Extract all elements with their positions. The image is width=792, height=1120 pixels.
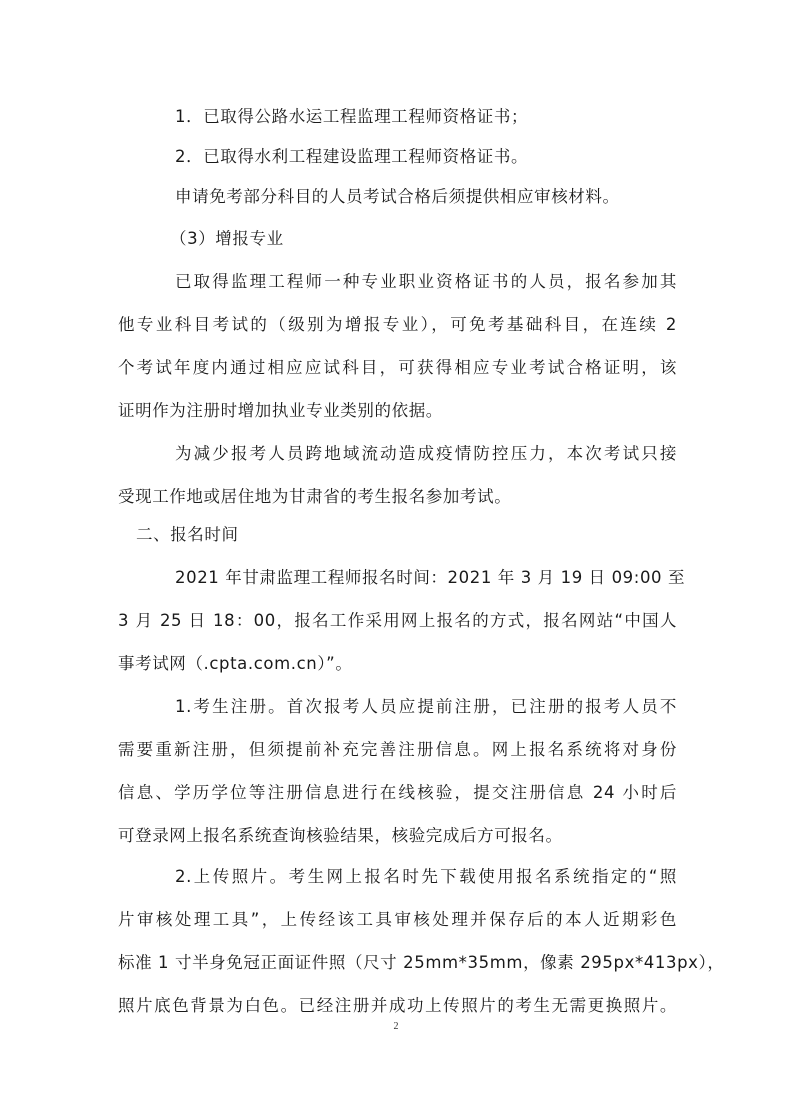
text-line: 已取得监理工程师一种专业职业资格证书的人员，报名参加其	[175, 272, 677, 291]
text-line: 需要重新注册，但须提前补充完善注册信息。网上报名系统将对身份	[118, 740, 677, 759]
text-line: 片审核处理工具”，上传经该工具审核处理并保存后的本人近期彩色	[118, 910, 677, 929]
text-line: 2．已取得水利工程建设监理工程师资格证书。	[175, 147, 529, 166]
text-line: 标准 1 寸半身免冠正面证件照（尺寸 25mm*35mm，像素 295px*413px），	[118, 953, 725, 972]
text-line: 他专业科目考试的（级别为增报专业），可免考基础科目，在连续 2	[118, 315, 677, 334]
text-line: （3）增报专业	[170, 229, 284, 248]
text-line: 照片底色背景为白色。已经注册并成功上传照片的考生无需更换照片。	[118, 996, 677, 1015]
text-line: 2021 年甘肃监理工程师报名时间：2021 年 3 月 19 日 09:00 至	[175, 568, 686, 587]
text-line: 3 月 25 日 18：00，报名工作采用网上报名的方式，报名网站“中国人	[118, 611, 677, 630]
text-line: 个考试年度内通过相应应试科目，可获得相应专业考试合格证明，该	[118, 358, 677, 377]
text-line: 为减少报考人员跨地域流动造成疫情防控压力，本次考试只接	[175, 444, 677, 463]
text-line: 1．已取得公路水运工程监理工程师资格证书；	[175, 107, 529, 126]
text-line: 1.考生注册。首次报考人员应提前注册，已注册的报考人员不	[175, 697, 677, 716]
text-line: 事考试网（.cpta.com.cn）”。	[118, 654, 353, 673]
page-number: 2	[393, 1021, 399, 1032]
text-line: 申请免考部分科目的人员考试合格后须提供相应审核材料。	[175, 187, 620, 206]
text-line: 可登录网上报名系统查询核验结果，核验完成后方可报名。	[118, 826, 563, 845]
text-line: 2.上传照片。考生网上报名时先下载使用报名系统指定的“照	[175, 867, 677, 886]
text-line: 二、报名时间	[136, 525, 239, 544]
text-line: 受现工作地或居住地为甘肃省的考生报名参加考试。	[118, 487, 512, 506]
text-line: 证明作为注册时增加执业专业类别的依据。	[118, 401, 443, 420]
text-line: 信息、学历学位等注册信息进行在线核验，提交注册信息 24 小时后	[118, 783, 677, 802]
